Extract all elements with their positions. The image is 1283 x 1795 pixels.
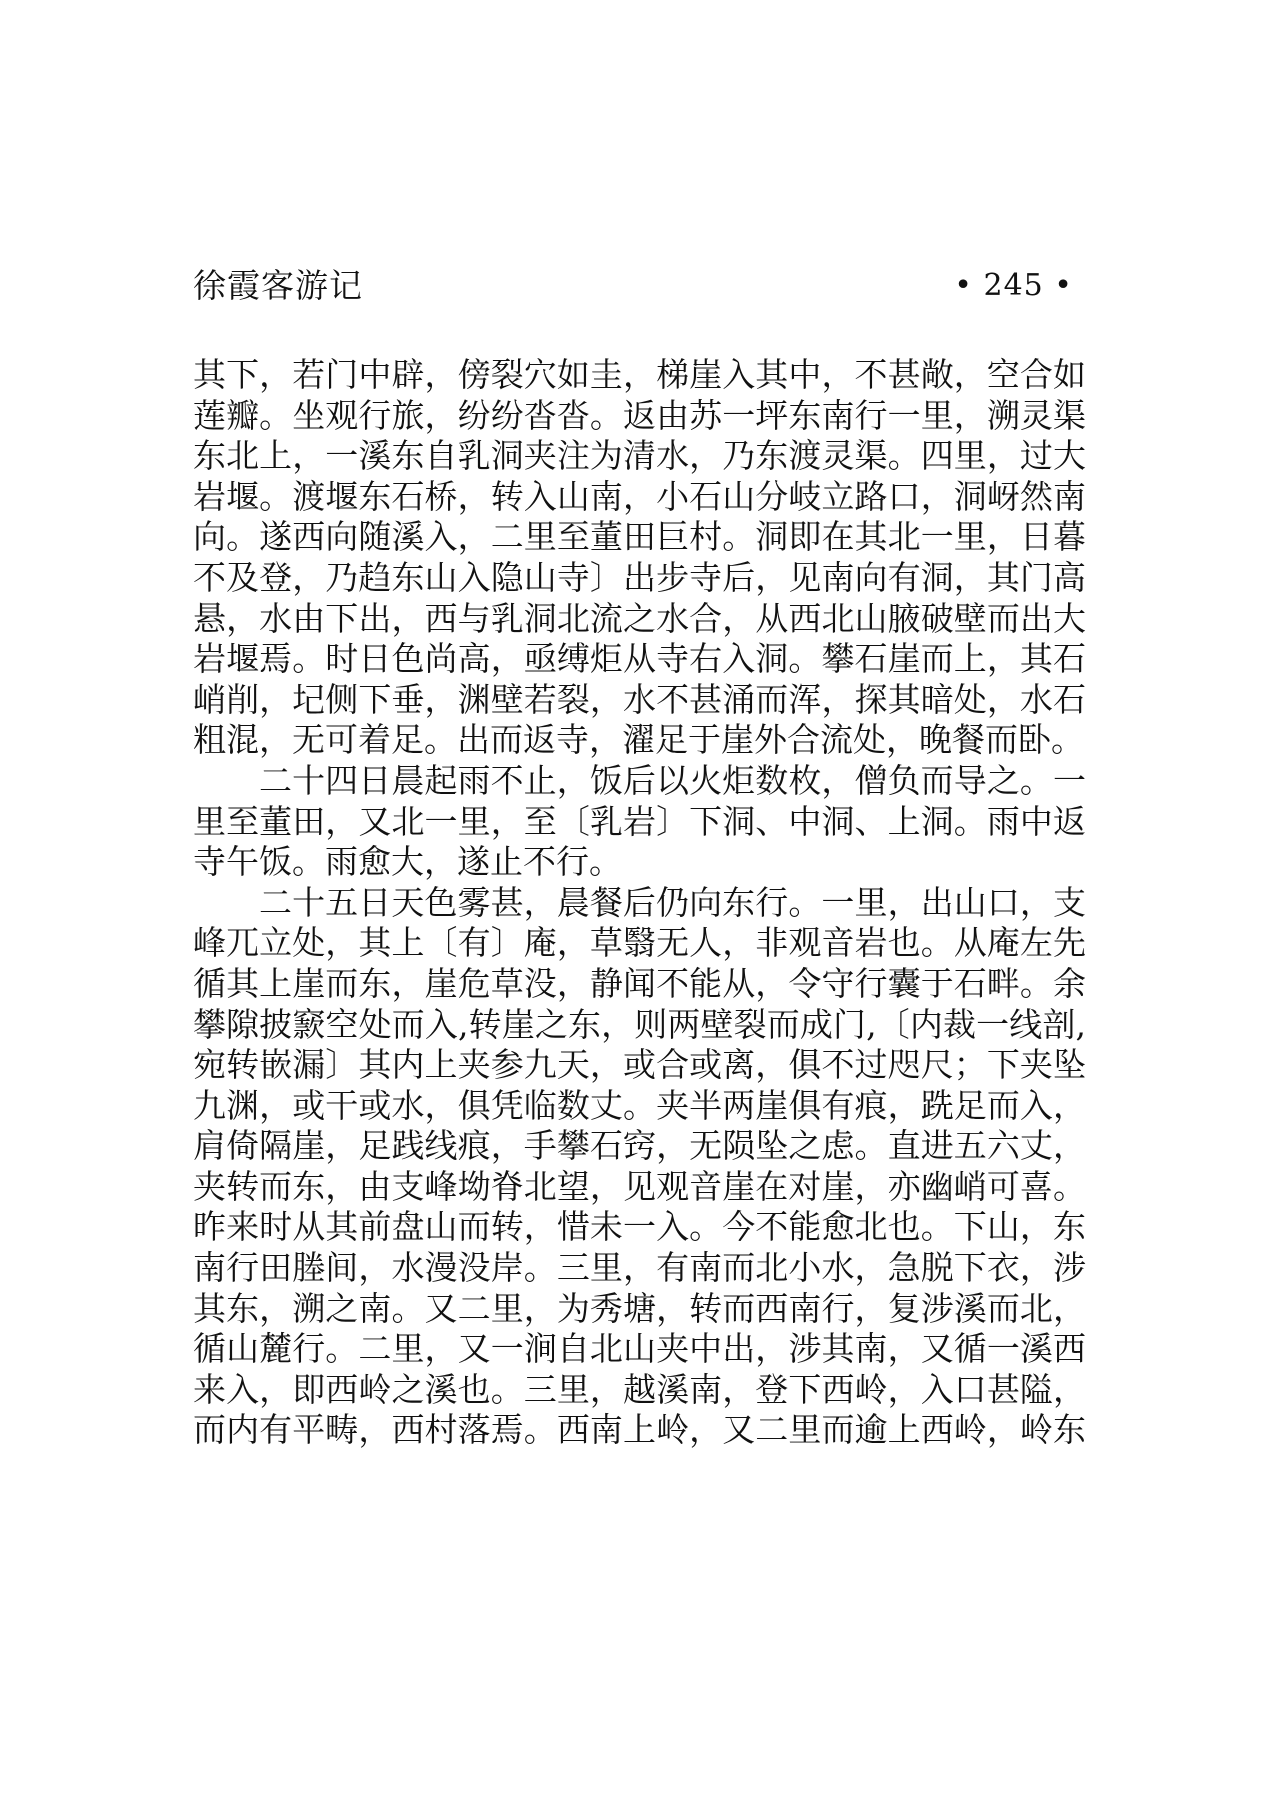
text-line: 夹转而东，由支峰坳脊北望，见观音崖在对崖，亦幽峭可喜。	[193, 1166, 1086, 1206]
text-line: 而内有平畴，西村落焉。西南上岭，又二里而逾上西岭，岭东	[193, 1410, 1086, 1450]
text-line: 里至董田，又北一里，至〔乳岩〕下洞、中洞、上洞。雨中返	[193, 801, 1086, 841]
text-line: 莲瓣。坐观行旅，纷纷沓沓。返由苏一坪东南行一里，溯灵渠	[193, 395, 1086, 435]
text-line: 二十四日晨起雨不止，饭后以火炬数枚，僧负而导之。一	[259, 760, 1086, 800]
text-line: 粗混，无可着足。出而返寺，濯足于崖外合流处，晚餐而卧。	[193, 720, 1084, 760]
text-line: 二十五日天色雾甚，晨餐后仍向东行。一里，出山口，支	[259, 882, 1086, 922]
book-title: 徐霞客游记	[193, 266, 363, 305]
text-line: 向。遂西向随溪入，二里至董田巨村。洞即在其北一里，日暮	[193, 517, 1086, 557]
text-line: 肩倚隔崖，足践线痕，手攀石窍，无陨坠之虑。直进五六丈，	[193, 1126, 1086, 1166]
text-line: 不及登，乃趋东山入隐山寺〕出步寺后，见南向有洞，其门高	[193, 557, 1086, 597]
running-header	[193, 262, 1073, 310]
page-number: • 245 •	[954, 268, 1073, 303]
text-line: 其下，若门中辟，傍裂穴如圭，梯崖入其中，不甚敞，空合如	[193, 355, 1086, 394]
text-line: 岩堰焉。时日色尚高，亟缚炬从寺右入洞。攀石崖而上，其石	[193, 639, 1086, 679]
text-line: 攀隙披窾空处而入,转崖之东，则两壁裂而成门,〔内裁一线剖,	[193, 1004, 1086, 1044]
text-line: 峭削，圮侧下垂，渊壁若裂，水不甚涌而浑，探其暗处，水石	[193, 679, 1086, 719]
text-line: 东北上，一溪东自乳洞夹注为清水，乃东渡灵渠。四里，过大	[193, 436, 1086, 476]
text-line: 峰兀立处，其上〔有〕庵，草翳无人，非观音岩也。从庵左先	[193, 923, 1086, 963]
text-line: 岩堰。渡堰东石桥，转入山南，小石山分岐立路口，洞岈然南	[193, 476, 1086, 516]
text-line: 其东，溯之南。又二里，为秀塘，转而西南行，复涉溪而北，	[193, 1288, 1086, 1328]
text-line: 南行田塍间，水漫没岸。三里，有南而北小水，急脱下衣，涉	[193, 1248, 1086, 1288]
text-line: 九渊，或干或水，俱凭临数丈。夹半两崖俱有痕，跣足而入，	[193, 1085, 1086, 1125]
body-text	[193, 355, 1086, 1451]
text-line: 循山麓行。二里，又一涧自北山夹中出，涉其南，又循一溪西	[193, 1329, 1086, 1369]
text-line: 寺午饭。雨愈大，遂止不行。	[193, 842, 622, 882]
text-line: 昨来时从其前盘山而转，惜未一入。今不能愈北也。下山，东	[193, 1207, 1086, 1247]
text-line: 循其上崖而东，崖危草没，静闻不能从，令守行囊于石畔。余	[193, 963, 1086, 1003]
text-line: 悬，水由下出，西与乳洞北流之水合，从西北山腋破壁而出大	[193, 598, 1086, 638]
text-line: 宛转嵌漏〕其内上夹参九天，或合或离，俱不过咫尺；下夹坠	[193, 1045, 1086, 1085]
text-line: 来入，即西岭之溪也。三里，越溪南，登下西岭，入口甚隘，	[193, 1369, 1086, 1409]
